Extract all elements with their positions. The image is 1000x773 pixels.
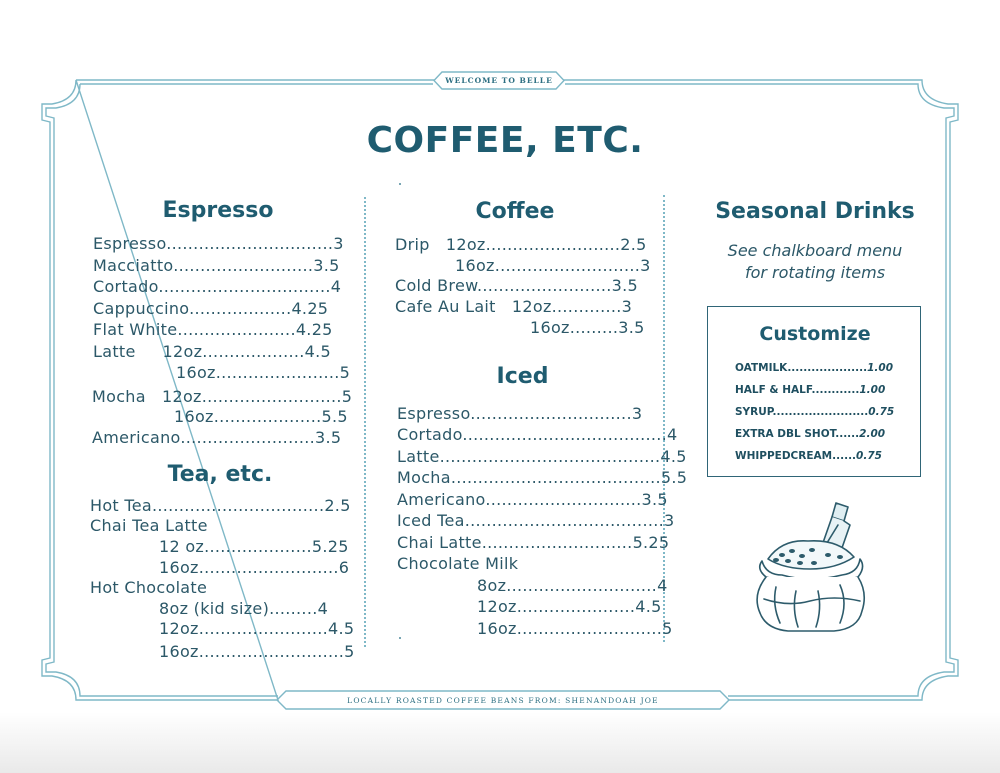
tea-heading: Tea, etc. bbox=[167, 462, 273, 487]
menu-item: 16oz.......................5 bbox=[176, 363, 351, 382]
coffee-bean-sack-icon bbox=[752, 495, 870, 635]
menu-item: Latte.........................................4.5 bbox=[397, 447, 687, 466]
footer-banner: LOCALLY ROASTED COFFEE BEANS FROM: SHENANDOAH JOE bbox=[347, 695, 659, 705]
menu-item: Macciatto..........................3.5 bbox=[93, 256, 340, 275]
seasonal-note-line1: See chalkboard menu bbox=[727, 241, 903, 260]
menu-item: Drip 12oz.........................2.5 bbox=[395, 235, 647, 254]
customize-box bbox=[707, 306, 921, 477]
iced-heading: Iced bbox=[496, 364, 549, 389]
menu-item: Cortado......................................4 bbox=[397, 425, 678, 444]
menu-item: Mocha 12oz..........................5 bbox=[92, 387, 353, 406]
menu-item: 12oz......................4.5 bbox=[477, 597, 662, 616]
customize-item: HALF & HALF............1.00 bbox=[735, 384, 886, 396]
column-divider-left bbox=[364, 197, 366, 647]
menu-item: Iced Tea.....................................3 bbox=[397, 511, 675, 530]
menu-item: 16oz....................5.5 bbox=[174, 407, 348, 426]
seasonal-note-line2: for rotating items bbox=[744, 263, 886, 282]
menu-item: Cafe Au Lait 12oz.............3 bbox=[395, 297, 633, 316]
menu-item: 16oz...........................3 bbox=[455, 256, 651, 275]
menu-item: 8oz............................4 bbox=[477, 576, 668, 595]
menu-item: Americano.............................3.5 bbox=[397, 490, 668, 509]
espresso-heading: Espresso bbox=[162, 198, 274, 223]
customize-item: SYRUP........................0.75 bbox=[735, 406, 895, 418]
menu-item: Latte 12oz...................4.5 bbox=[93, 342, 331, 361]
menu-item: Chai Tea Latte bbox=[90, 516, 208, 535]
menu-item: Espresso..............................3 bbox=[397, 404, 643, 423]
menu-item: Espresso...............................3 bbox=[93, 234, 344, 253]
menu-item: Flat White......................4.25 bbox=[93, 320, 333, 339]
customize-item: EXTRA DBL SHOT......2.00 bbox=[735, 428, 886, 440]
menu-item: Cold Brew.........................3.5 bbox=[395, 276, 639, 295]
customize-heading: Customize bbox=[759, 323, 871, 345]
column-divider-right bbox=[663, 195, 665, 642]
coffee-heading: Coffee bbox=[475, 199, 555, 224]
menu-item: Mocha.......................................5.5 bbox=[397, 468, 688, 487]
menu-item: Chai Latte............................5.25 bbox=[397, 533, 670, 552]
menu-item: Cappuccino...................4.25 bbox=[93, 299, 329, 318]
welcome-banner: WELCOME TO BELLE bbox=[445, 76, 553, 85]
menu-item: Hot Chocolate bbox=[90, 578, 208, 597]
menu-item: 12 oz....................5.25 bbox=[159, 537, 349, 556]
menu-title: COFFEE, ETC. bbox=[366, 120, 644, 161]
menu-item: 8oz (kid size).........4 bbox=[159, 599, 329, 618]
menu-item: 16oz...........................5 bbox=[159, 642, 355, 661]
decorative-dot bbox=[399, 637, 401, 639]
menu-item: 16oz.........3.5 bbox=[530, 318, 645, 337]
menu-item: Hot Tea................................2.5 bbox=[90, 496, 351, 515]
menu-item: Chocolate Milk bbox=[397, 554, 519, 573]
customize-item: OATMILK....................1.00 bbox=[735, 362, 894, 374]
menu-item: 16oz..........................6 bbox=[159, 558, 350, 577]
decorative-dot bbox=[399, 183, 401, 185]
menu-item: 12oz........................4.5 bbox=[159, 619, 355, 638]
customize-item: WHIPPEDCREAM......0.75 bbox=[735, 450, 882, 462]
menu-item: Americano.........................3.5 bbox=[92, 428, 342, 447]
menu-item: Cortado................................4 bbox=[93, 277, 342, 296]
seasonal-heading: Seasonal Drinks bbox=[715, 199, 915, 224]
menu-item: 16oz...........................5 bbox=[477, 619, 673, 638]
